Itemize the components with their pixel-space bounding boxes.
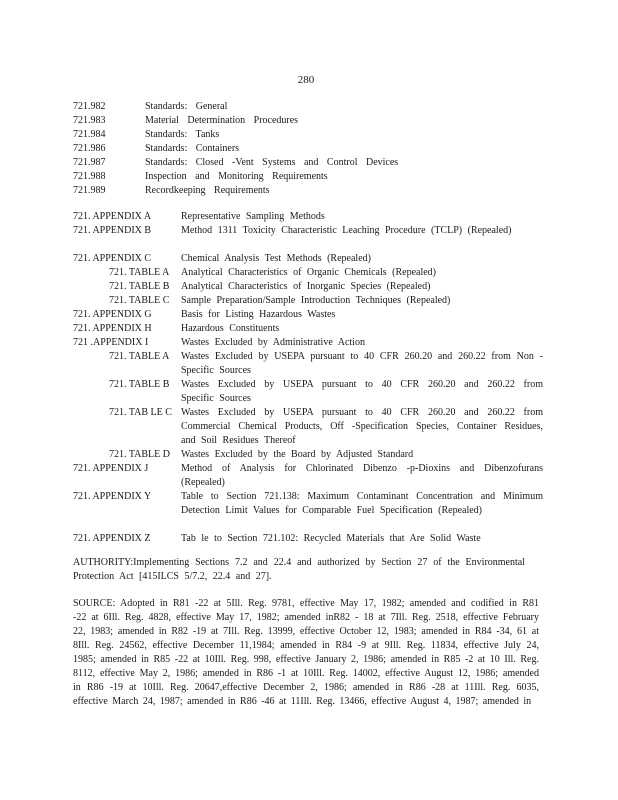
appendix-title: Representative Sampling Methods: [181, 211, 325, 222]
section-code: 721.984: [73, 129, 106, 140]
section-list: [73, 100, 543, 198]
table-title: Sample Preparation/Sample Introduction Techniques (Repealed): [181, 295, 451, 306]
section-code: 721.989: [73, 185, 106, 196]
appendix-code: 721. APPENDIX A: [73, 211, 152, 222]
appendix-title: Hazardous Constituents: [181, 323, 280, 334]
section-row: [73, 114, 543, 128]
appendix-row: [73, 308, 543, 322]
section-title: Recordkeeping Requirements: [145, 185, 270, 196]
section-code: 721.988: [73, 171, 106, 182]
section-title: Standards: General: [145, 101, 228, 112]
section-title: Standards: Closed -Vent Systems and Control Devices: [145, 157, 399, 168]
appendix-title: Method of Analysis for Chlorinated Dibenzo -p-Dioxins and Dibenzofurans (Repealed): [181, 463, 543, 488]
authority-paragraph: AUTHORITY:Implementing Sections 7.2 and 22.4 and authorized by Section 27 of the Environmental Protection Act [415ILCS 5/7.2, 22.4 and 27].: [73, 557, 525, 582]
appendix-code: 721. APPENDIX Y: [73, 491, 152, 502]
section-row: [73, 100, 543, 114]
table-row: [73, 378, 543, 406]
table-row: [73, 280, 543, 294]
table-code: 721. TABLE B: [109, 281, 170, 292]
section-title: Standards: Containers: [145, 143, 240, 154]
source-paragraph: SOURCE: Adopted in R81 -22 at 5Ill. Reg. 9781, effective May 17, 1982; amended and codified in R81 -22 at 6Ill. Reg. 4828, effective May 17, 1982; amended inR82 - 18 at 7Ill. Reg. 2518, effective February 22, 1983; amended in R82 -19 at 7Ill. Reg. 13999, effective October 12, 1983; amended in R84 -34, 61 at 8Ill. Reg. 24562, effective December 11,1984; amended in R84 -9 at 9Ill. Reg. 11834, effective July 24, 1985; amended in R85 -22 at 10Ill. Reg. 998, effective January 2, 1986; amended in R85 -2 at 10 Ill. Reg. 8112, effective May 2, 1986; amended in R86 -1 at 10Ill. Reg. 14002, effective August 12, 1986; amended in R86 -19 at 10Ill. Reg. 20647,effective December 2, 1986; amended in R86 -28 at 11Ill. Reg. 6035, effective March 24, 1987; amended in R86 -46 at 11Ill. Reg. 13466, effective August 4, 1987; amended in: [73, 598, 539, 707]
section-title: Material Determination Procedures: [145, 115, 299, 126]
appendix-code: 721. APPENDIX G: [73, 309, 152, 320]
appendix-code: 721. APPENDIX J: [73, 463, 149, 474]
table-code: 721. TAB LE C: [109, 407, 172, 418]
appendix-code: 721. APPENDIX Z: [73, 533, 151, 544]
table-title: Wastes Excluded by USEPA pursuant to 40 CFR 260.20 and 260.22 from Non -Specific Sources: [181, 351, 543, 376]
table-code: 721. TABLE A: [109, 351, 170, 362]
appendix-title: Tab le to Section 721.102: Recycled Materials that Are Solid Waste: [181, 533, 481, 544]
appendix-row: [73, 490, 543, 532]
appendix-row: [73, 252, 543, 266]
appendix-title: Method 1311 Toxicity Characteristic Leaching Procedure (TCLP) (Repealed): [181, 225, 512, 236]
appendix-title: Basis for Listing Hazardous Wastes: [181, 309, 336, 320]
table-row: [73, 406, 543, 448]
section-title: Inspection and Monitoring Requirements: [145, 171, 328, 182]
appendix-title: Chemical Analysis Test Methods (Repealed): [181, 253, 371, 264]
section-row: [73, 184, 543, 198]
appendix-row: [73, 336, 543, 350]
appendix-row: [73, 322, 543, 336]
appendix-code: 721 .APPENDIX I: [73, 337, 149, 348]
section-row: [73, 128, 543, 142]
table-row: [73, 266, 543, 280]
section-row: [73, 170, 543, 184]
table-title: Wastes Excluded by the Board by Adjusted Standard: [181, 449, 414, 460]
appendix-list: [73, 210, 543, 546]
page-number: 280: [297, 74, 315, 86]
table-code: 721. TABLE D: [109, 449, 170, 460]
section-code: 721.987: [73, 157, 106, 168]
table-title: Wastes Excluded by USEPA pursuant to 40 CFR 260.20 and 260.22 from Specific Sources: [181, 379, 543, 404]
appendix-row: [73, 462, 543, 490]
appendix-title: Table to Section 721.138: Maximum Contaminant Concentration and Minimum Detection Limit Values for Comparable Fuel Specification (Repealed): [181, 491, 543, 516]
appendix-code: 721. APPENDIX C: [73, 253, 152, 264]
appendix-code: 721. APPENDIX B: [73, 225, 152, 236]
appendix-row: [73, 532, 543, 546]
section-code: 721.982: [73, 101, 106, 112]
table-row: [73, 350, 543, 378]
table-row: [73, 294, 543, 308]
table-row: [73, 448, 543, 462]
section-row: [73, 156, 543, 170]
table-title: Analytical Characteristics of Organic Chemicals (Repealed): [181, 267, 436, 278]
section-code: 721.983: [73, 115, 106, 126]
appendix-code: 721. APPENDIX H: [73, 323, 152, 334]
table-code: 721. TABLE B: [109, 379, 170, 390]
table-code: 721. TABLE A: [109, 267, 170, 278]
appendix-row: [73, 224, 543, 252]
section-title: Standards: Tanks: [145, 129, 220, 140]
appendix-title: Wastes Excluded by Administrative Action: [181, 337, 365, 348]
table-title: Wastes Excluded by USEPA pursuant to 40 CFR 260.20 and 260.22 from Commercial Chemical Products, Off -Specification Species, Container Residues, and Soil Residues Thereof: [181, 407, 543, 446]
appendix-row: [73, 210, 543, 224]
table-code: 721. TABLE C: [109, 295, 170, 306]
table-title: Analytical Characteristics of Inorganic Species (Repealed): [181, 281, 431, 292]
section-code: 721.986: [73, 143, 106, 154]
section-row: [73, 142, 543, 156]
